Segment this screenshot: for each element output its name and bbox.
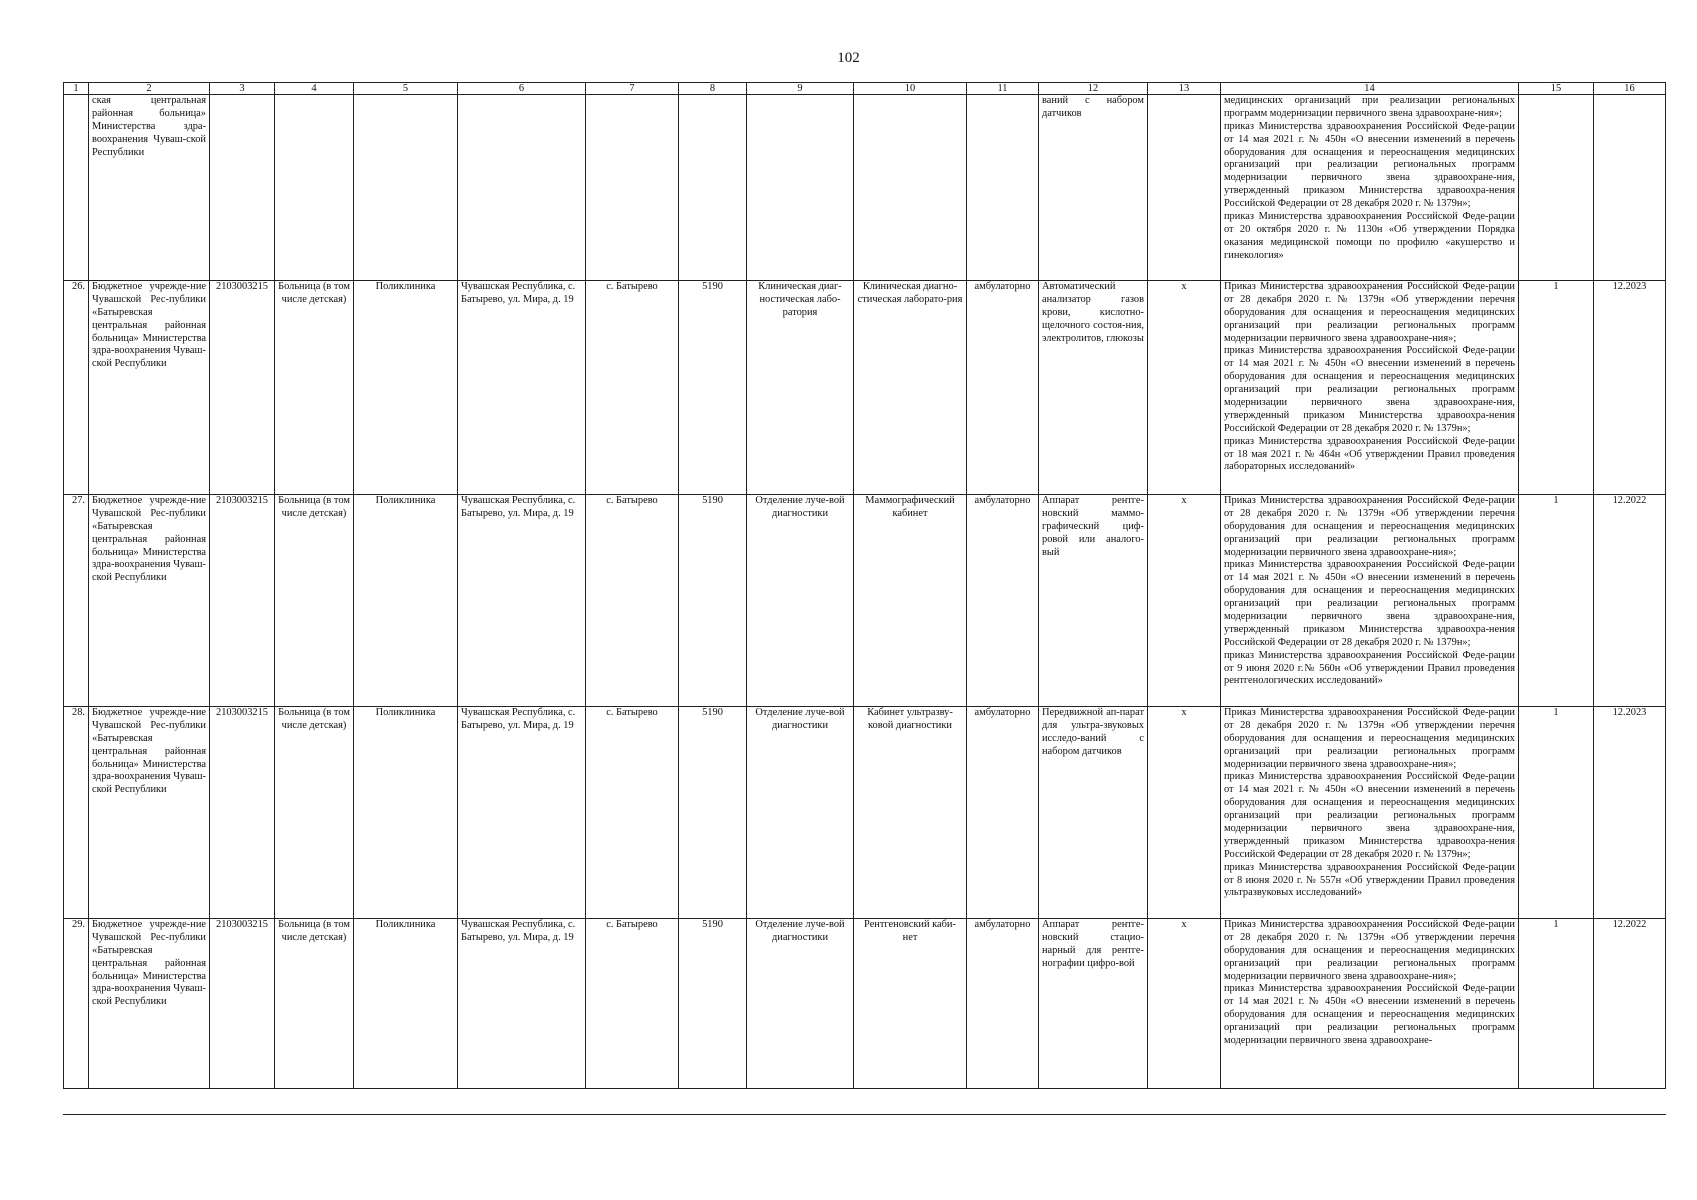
department: Клиническая диаг-ностическая лабо-ратория (747, 281, 854, 495)
locality: с. Батырево (586, 707, 679, 919)
table-row (64, 281, 1666, 495)
room-name: Кабинет ультразву-ковой диагностики (854, 707, 967, 919)
column-number: 11 (967, 83, 1039, 95)
unit-name: Поликлиника (354, 919, 458, 1089)
regulatory-documents: Приказ Министерства здравоохранения Российской Феде-рации от 28 декабря 2020 г. № 1379н «Об утверждении перечня оборудования для оснащения и переоснащения медицинских организаций при реализации региональных программ модернизации первичного звена здравоохране-ния»; приказ Министерства здравоохранения Российской Феде-рации от 14 мая 2021 г. № 450н «О внесении изменений в перечень оборудования для оснащения и переоснащения медицинских организаций при реализации региональных программ модернизации первичного звена здравоохране- (1221, 919, 1519, 1089)
address: Чувашская Республика, с. Батырево, ул. Мира, д. 19 (458, 707, 586, 919)
column-number: 3 (210, 83, 275, 95)
facility-type: Больница (в том числе детская) (275, 281, 354, 495)
delivery-date: 12.2022 (1594, 919, 1666, 1089)
column-number: 12 (1039, 83, 1148, 95)
mark: х (1148, 495, 1221, 707)
care-type: амбулаторно (967, 919, 1039, 1089)
unit-name: Поликлиника (354, 495, 458, 707)
locality: с. Батырево (586, 919, 679, 1089)
regulatory-documents: Приказ Министерства здравоохранения Российской Феде-рации от 28 декабря 2020 г. № 1379н «Об утверждении перечня оборудования для оснащения и переоснащения медицинских организаций при реализации региональных программ модернизации первичного звена здравоохране-ния»; приказ Министерства здравоохранения Российской Феде-рации от 14 мая 2021 г. № 450н «О внесении изменений в перечень оборудования для оснащения и переоснащения медицинских организаций при реализации региональных программ модернизации первичного звена здравоохране-ния, утвержденный приказом Министерства здравоохра-нения Российской Федерации от 28 декабря 2020 г. № 1379н»; приказ Министерства здравоохранения Российской Феде-рации от 9 июня 2020 г.№ 560н «Об утверждении Правил проведения рентгенологических исследований» (1221, 495, 1519, 707)
room-name: Клиническая диагно-стическая лаборато-рия (854, 281, 967, 495)
department: Отделение луче-вой диагностики (747, 495, 854, 707)
equipment-table (63, 82, 1666, 1089)
inn: 2103003215 (210, 281, 275, 495)
row-number: 29. (64, 919, 89, 1089)
room-name: Маммографический кабинет (854, 495, 967, 707)
facility-type: Больница (в том числе детская) (275, 495, 354, 707)
continuation-equipment: ваний с набором датчиков (1039, 95, 1148, 281)
inn: 2103003215 (210, 919, 275, 1089)
regulatory-documents: Приказ Министерства здравоохранения Российской Феде-рации от 28 декабря 2020 г. № 1379н «Об утверждении перечня оборудования для оснащения и переоснащения медицинских организаций при реализации региональных программ модернизации первичного звена здравоохране-ния»; приказ Министерства здравоохранения Российской Феде-рации от 14 мая 2021 г. № 450н «О внесении изменений в перечень оборудования для оснащения и переоснащения медицинских организаций при реализации региональных программ модернизации первичного звена здравоохране-ния, утвержденный приказом Министерства здравоохра-нения Российской Федерации от 28 декабря 2020 г. № 1379н»; приказ Министерства здравоохранения Российской Феде-рации от 8 июня 2020 г. № 557н «Об утверждении Правил проведения ультразвуковых исследований» (1221, 707, 1519, 919)
care-type: амбулаторно (967, 495, 1039, 707)
column-number: 2 (89, 83, 210, 95)
column-number: 13 (1148, 83, 1221, 95)
column-number-row (64, 83, 1666, 95)
code: 5190 (679, 281, 747, 495)
page-number: 102 (837, 50, 860, 66)
organization-name: Бюджетное учрежде-ние Чувашской Рес-публики «Батыревская центральная районная больница» Министерства здра-воохранения Чуваш-ской Республики (89, 281, 210, 495)
facility-type: Больница (в том числе детская) (275, 707, 354, 919)
column-number: 8 (679, 83, 747, 95)
address: Чувашская Республика, с. Батырево, ул. Мира, д. 19 (458, 281, 586, 495)
row-number: 27. (64, 495, 89, 707)
table-row (64, 707, 1666, 919)
column-number: 14 (1221, 83, 1519, 95)
column-number: 1 (64, 83, 89, 95)
table-row (64, 495, 1666, 707)
table-row (64, 919, 1666, 1089)
delivery-date: 12.2022 (1594, 495, 1666, 707)
care-type: амбулаторно (967, 281, 1039, 495)
code: 5190 (679, 707, 747, 919)
delivery-date: 12.2023 (1594, 281, 1666, 495)
column-number: 15 (1519, 83, 1594, 95)
address: Чувашская Республика, с. Батырево, ул. Мира, д. 19 (458, 495, 586, 707)
mark: х (1148, 919, 1221, 1089)
organization-name: Бюджетное учрежде-ние Чувашской Рес-публики «Батыревская центральная районная больница» Министерства здра-воохранения Чуваш-ской Республики (89, 495, 210, 707)
organization-name: Бюджетное учрежде-ние Чувашской Рес-публики «Батыревская центральная районная больница» Министерства здра-воохранения Чуваш-ской Республики (89, 707, 210, 919)
column-number: 4 (275, 83, 354, 95)
column-number: 9 (747, 83, 854, 95)
locality: с. Батырево (586, 281, 679, 495)
unit-name: Поликлиника (354, 707, 458, 919)
column-number: 5 (354, 83, 458, 95)
care-type: амбулаторно (967, 707, 1039, 919)
locality: с. Батырево (586, 495, 679, 707)
quantity: 1 (1519, 707, 1594, 919)
row-number: 28. (64, 707, 89, 919)
quantity: 1 (1519, 495, 1594, 707)
code: 5190 (679, 495, 747, 707)
column-number: 7 (586, 83, 679, 95)
organization-name: Бюджетное учрежде-ние Чувашской Рес-публики «Батыревская центральная районная больница» Министерства здра-воохранения Чуваш-ской Республики (89, 919, 210, 1089)
continuation-org: ская центральная районная больница» Министерства здра-воохранения Чуваш-ской Республики (89, 95, 210, 281)
equipment-name: Аппарат рентге-новский маммо-графический циф-ровой или аналого-вый (1039, 495, 1148, 707)
column-number: 10 (854, 83, 967, 95)
department: Отделение луче-вой диагностики (747, 919, 854, 1089)
mark: х (1148, 281, 1221, 495)
equipment-name: Автоматический анализатор газов крови, кислотно-щелочного состоя-ния, электролитов, глюкозы (1039, 281, 1148, 495)
quantity: 1 (1519, 281, 1594, 495)
code: 5190 (679, 919, 747, 1089)
quantity: 1 (1519, 919, 1594, 1089)
inn: 2103003215 (210, 495, 275, 707)
regulatory-documents: Приказ Министерства здравоохранения Российской Феде-рации от 28 декабря 2020 г. № 1379н «Об утверждении перечня оборудования для оснащения и переоснащения медицинских организаций при реализации региональных программ модернизации первичного звена здравоохране-ния»; приказ Министерства здравоохранения Российской Феде-рации от 14 мая 2021 г. № 450н «О внесении изменений в перечень оборудования для оснащения и переоснащения медицинских организаций при реализации региональных программ модернизации первичного звена здравоохране-ния, утвержденный приказом Министерства здравоохра-нения Российской Федерации от 28 декабря 2020 г. № 1379н»; приказ Министерства здравоохранения Российской Феде-рации от 18 мая 2021 г. № 464н «Об утверждении Правил проведения лабораторных исследований» (1221, 281, 1519, 495)
continuation-docs: медицинских организаций при реализации региональных программ модернизации первичного звена здравоохране-ния»; приказ Министерства здравоохранения Российской Феде-рации от 14 мая 2021 г. № 450н «О внесении изменений в перечень оборудования для оснащения и переоснащения медицинских организаций при реализации региональных программ модернизации первичного звена здравоохране-ния, утвержденный приказом Министерства здравоохра-нения Российской Федерации от 28 декабря 2020 г. № 1379н»; приказ Министерства здравоохранения Российской Феде-рации от 20 октября 2020 г. № 1130н «Об утверждении Порядка оказания медицинской помощи по профилю «акушерство и гинекология» (1221, 95, 1519, 281)
equipment-name: Аппарат рентге-новский стацио-нарный для рентге-нографии цифро-вой (1039, 919, 1148, 1089)
column-number: 6 (458, 83, 586, 95)
delivery-date: 12.2023 (1594, 707, 1666, 919)
table-bottom-rule (63, 1114, 1666, 1115)
room-name: Рентгеновский каби-нет (854, 919, 967, 1089)
equipment-name: Передвижной ап-парат для ультра-звуковых исследо-ваний с набором датчиков (1039, 707, 1148, 919)
mark: х (1148, 707, 1221, 919)
facility-type: Больница (в том числе детская) (275, 919, 354, 1089)
unit-name: Поликлиника (354, 281, 458, 495)
column-number: 16 (1594, 83, 1666, 95)
inn: 2103003215 (210, 707, 275, 919)
continuation-row (64, 95, 1666, 281)
department: Отделение луче-вой диагностики (747, 707, 854, 919)
row-number: 26. (64, 281, 89, 495)
address: Чувашская Республика, с. Батырево, ул. Мира, д. 19 (458, 919, 586, 1089)
